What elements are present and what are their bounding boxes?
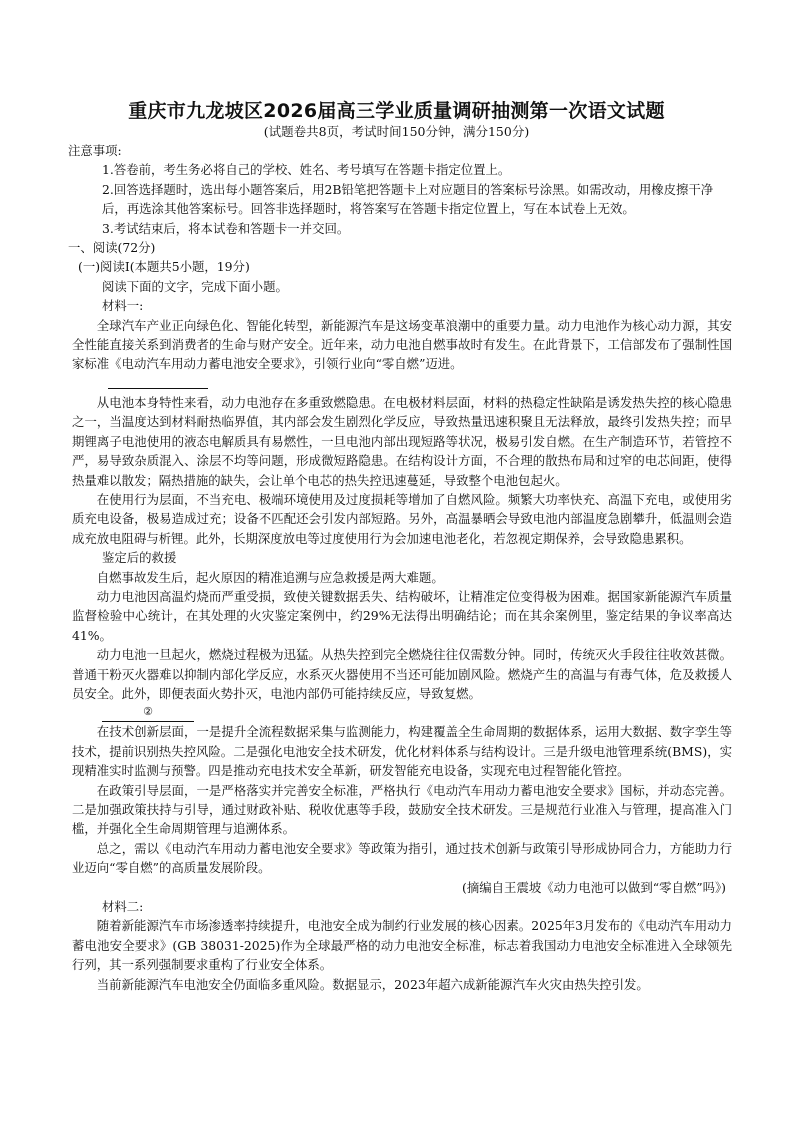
blank-1-line [108, 374, 208, 389]
m1-paragraph-8: 在政策引导层面，一是严格落实并完善安全标准，严格执行《电动汽车用动力蓄电池安全要求》国标，并动态完善。二是加强政策扶持与引导，通过财政补贴、税收优惠等手段，鼓励安全技术研发。三是规范行业准入与管理，提高准入门槛，并强化全生命周期管理与追溯体系。 [72, 782, 732, 837]
notice-item-2: 2.回答选择题时，选出每小题答案后，用2B铅笔把答题卡上对应题目的答案标号涂黑。如需改动，用橡皮擦干净后，再选涂其他答案标号。回答非选择题时，将答案写在答题卡指定位置上，写在本试卷上无效。 [102, 181, 714, 217]
notice-heading: 注意事项: [68, 143, 122, 158]
exam-subtitle: (试题卷共8页，考试时间150分钟，满分150分) [263, 124, 530, 139]
section-heading: 一、阅读(72分) [68, 240, 156, 256]
exam-title: 重庆市九龙坡区2026届高三学业质量调研抽测第一次语文试题 [128, 100, 665, 122]
m1-paragraph-5: 动力电池因高温灼烧而严重受损，致使关键数据丢失、结构破坏，让精准定位变得极为困难。据国家新能源汽车质量监督检验中心统计，在其处理的火灾鉴定案例中，约29%无法得出明确结论；而在其余案例里，鉴定结果的争议率高达41%。 [72, 588, 732, 643]
material1-label: 材料一: [102, 298, 144, 314]
exam-body [68, 141, 732, 994]
m1-source: (摘编自王震坡《动力电池可以做到“零自燃”吗》) [462, 879, 726, 895]
reading-instruction: 阅读下面的文字，完成下面小题。 [102, 278, 288, 294]
blank-2-number: ② [143, 705, 153, 719]
m1-paragraph-3: 在使用行为层面，不当充电、极端环境使用及过度损耗等增加了自燃风险。频繁大功率快充、高温下充电，或使用劣质充电设备，极易造成过充；设备不匹配还会引发内部短路。另外，高温暴晒会导致电池内部温度急剧攀升，低温则会造成充放电阻碍与析锂。此外，长期深度放电等过度使用行为会加速电池老化，若忽视定期保养，会导致隐患累积。 [72, 491, 732, 546]
subsection-heading: (一)阅读Ⅰ(本题共5小题，19分) [78, 259, 250, 275]
m1-paragraph-7: 在技术创新层面，一是提升全流程数据采集与监测能力，构建覆盖全生命周期的数据体系，运用大数据、数字孪生等技术，提前识别热失控风险。二是强化电池安全技术研发，优化材料体系与结构设计。三是升级电池管理系统(BMS)，实现精准实时监测与预警。四是推动充电技术安全革新，研发智能充电设备，实现充电过程智能化管控。 [72, 724, 732, 779]
m1-subheading: 鉴定后的救援 [102, 550, 177, 566]
m1-paragraph-6: 动力电池一旦起火，燃烧过程极为迅猛。从热失控到完全燃烧往往仅需数分钟。同时，传统灭火手段往往收效甚微。普通干粉灭火器难以抑制内部化学反应，水系灭火器使用不当还可能加剧风险。燃烧产生的高温与有毒气体，危及救援人员安全。此外，即便表面火势扑灭，电池内部仍可能持续反应，导致复燃。 [72, 647, 732, 701]
m1-paragraph-4: 自燃事故发生后，起火原因的精准追溯与应急救援是两大难题。 [96, 569, 444, 585]
blank-2-line [102, 703, 194, 722]
m1-paragraph-1: 全球汽车产业正向绿色化、智能化转型，新能源汽车是这场变革浪潮中的重要力量。动力电池作为核心动力源，其安全性能直接关系到消费者的生命与财产安全。近年来，动力电池自燃事故时有发生。在此背景下，工信部发布了强制性国家标准《电动汽车用动力蓄电池安全要求》，引领行业向“零自燃”迈进。 [72, 317, 732, 372]
m2-paragraph-2: 当前新能源汽车电池安全仍面临多重风险。数据显示，2023年超六成新能源汽车火灾由热失控引发。 [96, 976, 649, 992]
m1-paragraph-9: 总之，需以《电动汽车用动力蓄电池安全要求》等政策为指引，通过技术创新与政策引导形成协同合力，方能助力行业迈向“零自燃”的高质量发展阶段。 [72, 840, 732, 876]
material2-label: 材料二: [102, 899, 144, 915]
notice-item-3: 3.考试结束后，将本试卷和答题卡一并交回。 [102, 220, 350, 236]
m2-paragraph-1: 随着新能源汽车市场渗透率持续提升，电池安全成为制约行业发展的核心因素。2025年3月发布的《电动汽车用动力蓄电池安全要求》(GB 38031-2025)作为全球最严格的动力电池安全标准，标志着我国动力电池安全标准进入全球领先行列，其一系列强制要求重构了行业安全体系。 [72, 918, 732, 973]
notice-item-1: 1.答卷前，考生务必将自己的学校、姓名、考号填写在答题卡指定位置上。 [102, 162, 511, 178]
m1-paragraph-2: 从电池本身特性来看，动力电池存在多重致燃隐患。在电极材料层面，材料的热稳定性缺陷是诱发热失控的核心隐患之一，当温度达到材料耐热临界值，其内部会发生剧烈化学反应，导致热量迅速积聚且无法释放，最终引发热失控；而早期锂离子电池使用的液态电解质具有易燃性，一旦电池内部出现短路等状况，极易引发自燃。在生产制造环节，若管控不严，易导致杂质混入、涂层不均等问题，形成微短路隐患。在结构设计方面，不合理的散热布局和过窄的电芯间距，使得热量难以散发；隔热措施的缺失，会让单个电芯的热失控迅速蔓延，导致整个电池包起火。 [72, 394, 732, 488]
